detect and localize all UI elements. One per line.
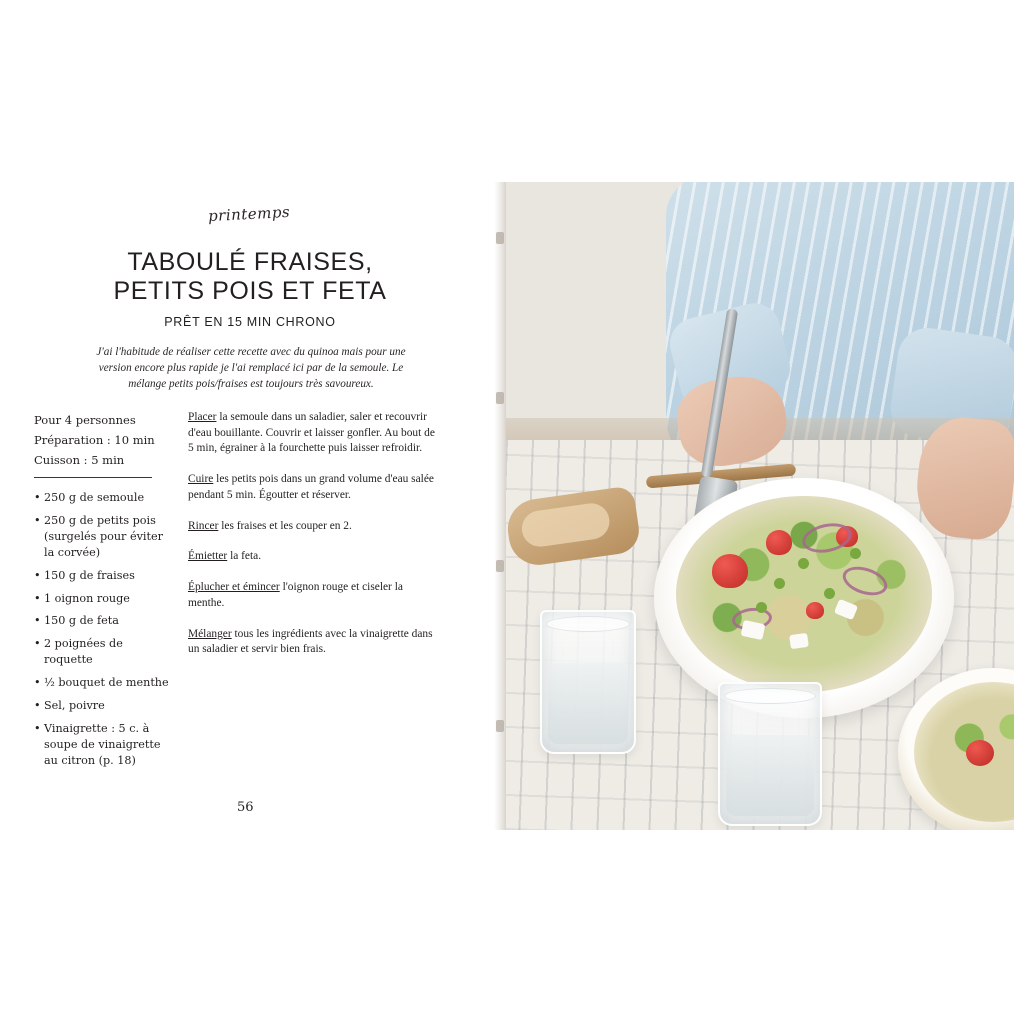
- green-pea: [824, 588, 835, 599]
- step-text: l'oignon rouge et ciseler la menthe.: [188, 581, 403, 609]
- step-text: les fraises et les couper en 2.: [218, 519, 352, 532]
- binding-stitch: [496, 232, 504, 244]
- glass-rim: [724, 688, 816, 704]
- strawberry: [766, 530, 792, 555]
- glass-water: [726, 735, 814, 816]
- green-pea: [798, 558, 809, 569]
- step-paragraph: [188, 472, 440, 503]
- step-text: la semoule dans un saladier, saler et recouvrir d'eau bouillante. Couvrir et laisser gonfler. Au bout de 5 min, égrainer à la fourchette puis laisser refroidir.: [188, 411, 435, 455]
- green-pea: [774, 578, 785, 589]
- recipe-title-line-1: TABOULÉ FRAISES,: [127, 248, 373, 276]
- recipe-meta: [34, 410, 164, 478]
- meta-prep-time: Préparation : 10 min: [34, 433, 155, 448]
- step-text: tous les ingrédients avec la vinaigrette dans un saladier et servir bien frais.: [188, 627, 433, 656]
- list-item: • 1 oignon rouge: [34, 591, 174, 607]
- page-title: [100, 248, 400, 306]
- season-label: printemps: [207, 202, 291, 226]
- list-item: • 150 g de feta: [34, 613, 174, 629]
- food-photograph: [506, 182, 1014, 830]
- list-item: • Sel, poivre: [34, 698, 174, 714]
- water-glass: [718, 682, 822, 826]
- feta-crumble: [789, 633, 809, 649]
- green-pea: [850, 548, 861, 559]
- step-verb: Émietter: [188, 550, 228, 563]
- list-item: • 2 poignées de roquette: [34, 636, 174, 668]
- step-verb: Rincer: [188, 519, 219, 532]
- recipe-subtitle: PRÊT EN 15 MIN CHRONO: [164, 315, 336, 329]
- step-verb: Cuire: [188, 473, 214, 486]
- strawberry: [806, 602, 824, 619]
- glass-water: [548, 663, 628, 744]
- step-paragraph: [188, 519, 440, 535]
- step-verb: Mélanger: [188, 627, 232, 640]
- step-text: la feta.: [227, 550, 262, 563]
- binding-stitch: [496, 560, 504, 572]
- recipe-photo-page: [506, 182, 1014, 830]
- binding-stitch: [496, 720, 504, 732]
- step-text: les petits pois dans un grand volume d'eau salée pendant 5 min. Égoutter et réserver.: [188, 473, 434, 501]
- preparation-steps: [188, 410, 440, 673]
- list-item: • 150 g de fraises: [34, 568, 174, 584]
- salad-contents: [676, 496, 932, 692]
- meta-servings: Pour 4 personnes: [34, 413, 136, 427]
- step-verb: Éplucher et émincer: [188, 581, 280, 594]
- list-item: • 250 g de semoule: [34, 490, 174, 506]
- meta-divider: [34, 477, 152, 478]
- binding-stitch: [496, 392, 504, 404]
- recipe-title-line-2: PETITS POIS ET FETA: [113, 277, 387, 305]
- strawberry: [712, 554, 748, 588]
- list-item: • 250 g de petits pois (surgelés pour éviter la corvée): [34, 513, 174, 561]
- list-item: • ½ bouquet de menthe: [34, 675, 174, 691]
- green-pea: [756, 602, 767, 613]
- meta-cook-time: Cuisson : 5 min: [34, 453, 125, 468]
- list-item: • Vinaigrette : 5 c. à soupe de vinaigrette au citron (p. 18): [34, 721, 174, 769]
- ingredients-list: [34, 490, 174, 776]
- glass-rim: [546, 616, 630, 632]
- step-paragraph: [188, 410, 440, 457]
- second-bowl-contents: [914, 682, 1014, 822]
- step-paragraph: [188, 549, 440, 565]
- recipe-intro: J'ai l'habitude de réaliser cette recette avec du quinoa mais pour une version encore plus rapide je l'ai remplacé ici par de la semoule. Le mélange petits pois/fraises est toujours très savoureux.: [96, 346, 406, 390]
- step-paragraph: [188, 580, 440, 611]
- step-verb: Placer: [188, 411, 217, 423]
- strawberry: [966, 740, 994, 766]
- water-glass: [540, 610, 636, 754]
- page-number: 56: [237, 800, 254, 815]
- step-paragraph: [188, 627, 440, 658]
- recipe-text-page: [0, 0, 500, 1024]
